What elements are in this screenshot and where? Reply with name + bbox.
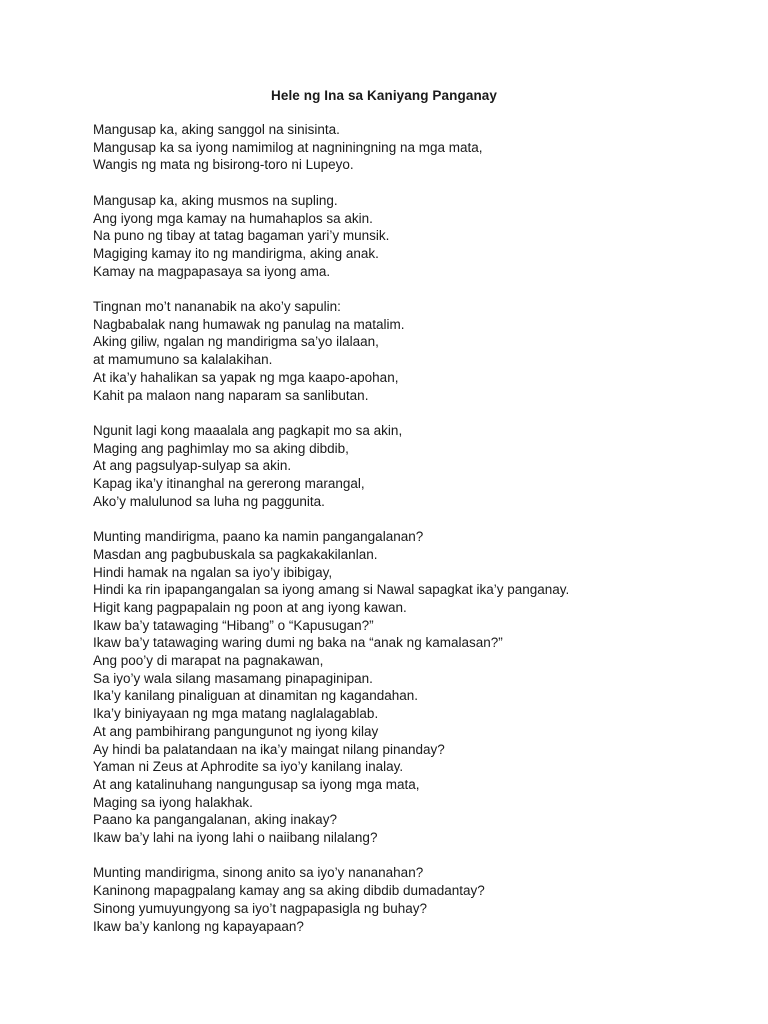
poem-line: Sinong yumuyungyong sa iyo’t nagpapasigla ng buhay? bbox=[93, 900, 427, 916]
stanza bbox=[93, 422, 733, 511]
poem-line: Ngunit lagi kong maaalala ang pagkapit mo sa akin, bbox=[93, 422, 403, 438]
stanza bbox=[93, 528, 733, 847]
poem-line: Mangusap ka, aking sanggol na sinisinta. bbox=[93, 122, 340, 137]
poem-line: Munting mandirigma, paano ka namin pangangalanan? bbox=[93, 529, 424, 545]
poem-line: Higit kang pagpapalain ng poon at ang iyong kawan. bbox=[93, 599, 407, 615]
poem-line: Tingnan mo’t nananabik na ako’y sapulin: bbox=[93, 299, 341, 314]
poem-line: Ikaw ba’y kanlong ng kapayapaan? bbox=[93, 918, 304, 934]
poem-line: Magiging kamay ito ng mandirigma, aking anak. bbox=[93, 245, 379, 261]
poem-line: Wangis ng mata ng bisirong-toro ni Lupeyo. bbox=[93, 157, 354, 173]
poem-line: Ika’y biniyayaan ng mga matang naglalagablab. bbox=[93, 706, 379, 722]
poem-line: Maging ang paghimlay mo sa aking dibdib, bbox=[93, 440, 349, 456]
poem-line: Ikaw ba’y tatawaging “Hibang” o “Kapusugan?” bbox=[93, 617, 374, 633]
poem-line: Ikaw ba’y tatawaging waring dumi ng baka na “anak ng kamalasan?” bbox=[93, 635, 503, 651]
poem-line: Sa iyo’y wala silang masamang pinapaginipan. bbox=[93, 670, 373, 686]
poem-title: Hele ng Ina sa Kaniyang Panganay bbox=[270, 88, 498, 103]
poem-line: Ay hindi ba palatandaan na ika’y maingat nilang pinanday? bbox=[93, 741, 445, 757]
poem-line: Munting mandirigma, sinong anito sa iyo’y nananahan? bbox=[93, 865, 424, 881]
poem-line: At ang pambihirang pangungunot ng iyong kilay bbox=[93, 723, 379, 739]
poem-line: Paano ka pangangalanan, aking inakay? bbox=[93, 812, 337, 828]
poem-line: Ang poo’y di marapat na pagnakawan, bbox=[93, 653, 324, 669]
poem-line: Nagbabalak nang humawak ng panulag na matalim. bbox=[93, 316, 405, 332]
poem-line: Mangusap ka sa iyong namimilog at nagniningning na mga mata, bbox=[93, 139, 483, 155]
poem-line: Hindi ka rin ipapangangalan sa iyong amang si Nawal sapagkat ika’y panganay. bbox=[93, 582, 570, 598]
poem-line: Hindi hamak na ngalan sa iyo’y ibibigay, bbox=[93, 564, 333, 580]
poem-line: Ikaw ba’y lahi na iyong lahi o naiibang nilalang? bbox=[93, 830, 378, 846]
poem-line: Na puno ng tibay at tatag bagaman yari’y munsik. bbox=[93, 228, 390, 244]
poem-line: at mamumuno sa kalalakihan. bbox=[93, 352, 273, 368]
poem-line: Mangusap ka, aking musmos na supling. bbox=[93, 192, 338, 208]
poem-line: Maging sa iyong halakhak. bbox=[93, 794, 253, 810]
poem-line: Yaman ni Zeus at Aphrodite sa iyo’y kanilang inalay. bbox=[93, 759, 404, 775]
poem-line: Aking giliw, ngalan ng mandirigma sa’yo ilalaan, bbox=[93, 334, 379, 350]
poem-line: Ika’y kanilang pinaliguan at dinamitan ng kagandahan. bbox=[93, 688, 418, 704]
poem-line: Kapag ika’y itinanghal na gererong marangal, bbox=[93, 476, 365, 492]
stanza bbox=[93, 864, 733, 935]
stanza bbox=[93, 121, 733, 174]
poem-line: Ang iyong mga kamay na humahaplos sa akin. bbox=[93, 210, 373, 226]
stanza bbox=[93, 192, 733, 281]
stanza bbox=[93, 298, 733, 404]
poem-line: Kaninong mapagpalang kamay ang sa aking dibdib dumadantay? bbox=[93, 883, 485, 899]
poem-line: Kahit pa malaon nang naparam sa sanlibutan. bbox=[93, 387, 369, 403]
poem-line: Ako’y malulunod sa luha ng paggunita. bbox=[93, 493, 325, 509]
poem-line: Masdan ang pagbubuskala sa pagkakakilanlan. bbox=[93, 546, 378, 562]
poem-line: At ika’y hahalikan sa yapak ng mga kaapo-apohan, bbox=[93, 369, 399, 385]
poem-line: Kamay na magpapasaya sa iyong ama. bbox=[93, 263, 331, 279]
poem-line: At ang pagsulyap-sulyap sa akin. bbox=[93, 458, 292, 474]
poem-line: At ang katalinuhang nangungusap sa iyong mga mata, bbox=[93, 776, 420, 792]
poem-body bbox=[93, 121, 733, 935]
